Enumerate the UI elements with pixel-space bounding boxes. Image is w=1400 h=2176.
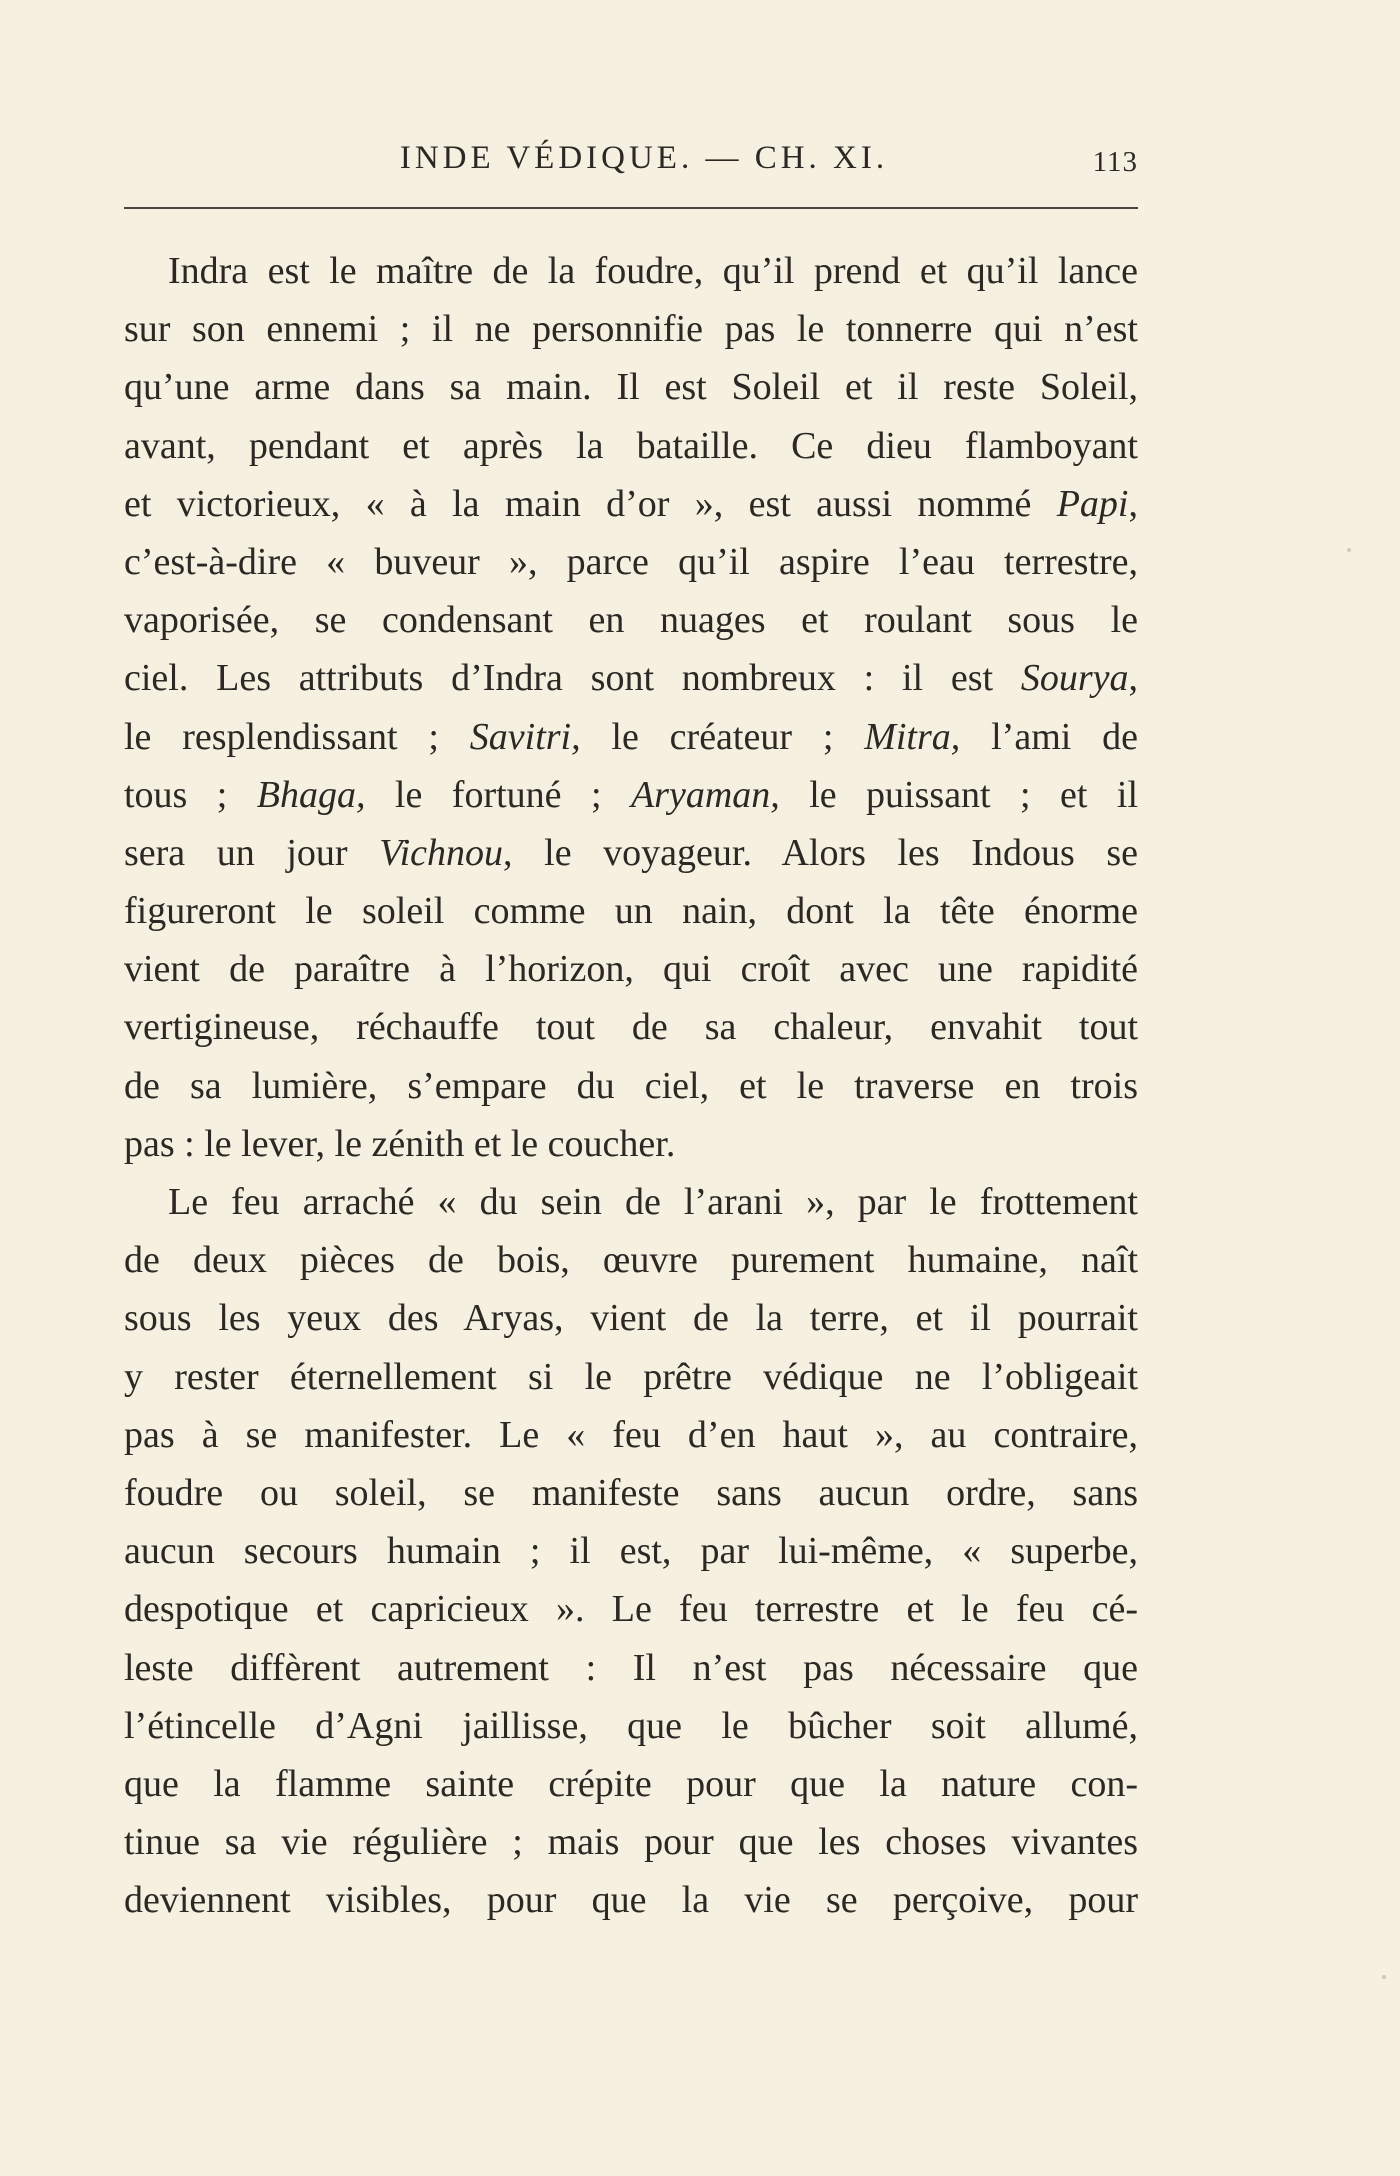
text-line: qu’une arme dans sa main. Il est Soleil et il reste Soleil, [124,366,1138,409]
body-text [124,242,1138,1929]
text-line: vient de paraître à l’horizon, qui croît avec une rapidité [124,948,1138,991]
text-line: tinue sa vie régulière ; mais pour que les choses vivantes [124,1821,1138,1864]
text-line: que la flamme sainte crépite pour que la nature con- [124,1762,1138,1805]
text-line: Indra est le maître de la foudre, qu’il prend et qu’il lance [168,250,1138,292]
text-line: c’est-à-dire « buveur », parce qu’il aspire l’eau terrestre, [124,540,1138,583]
text-line: le resplendissant ; Savitri, le créateur ; Mitra, l’ami de [124,715,1138,758]
text-line: figureront le soleil comme un nain, dont la tête énorme [124,890,1138,933]
italic-name: Mitra, [864,715,961,758]
page-number: 113 [1092,146,1138,178]
text-line: pas à se manifester. Le « feu d’en haut », au contraire, [124,1413,1138,1456]
text-line: foudre ou soleil, se manifeste sans aucun ordre, sans [124,1471,1138,1514]
text-line: vertigineuse, réchauffe tout de sa chaleur, envahit tout [124,1006,1138,1049]
running-head [124,140,1138,184]
text-line: deviennent visibles, pour que la vie se perçoive, pour [124,1879,1138,1922]
text-line: despotique et capricieux ». Le feu terrestre et le feu cé- [124,1588,1138,1631]
text-line: tous ; Bhaga, le fortuné ; Aryaman, le puissant ; et il [124,773,1138,816]
italic-name: Sourya [1020,657,1129,700]
text-line: de sa lumière, s’empare du ciel, et le traverse en trois [124,1064,1138,1107]
text-line: leste diffèrent autrement : Il n’est pas nécessaire que [124,1646,1138,1689]
paper-speck [1382,1975,1386,1979]
text-line: sera un jour Vichnou, le voyageur. Alors les Indous se [124,831,1138,874]
italic-name: Papi [1056,482,1129,525]
text-line: sur son ennemi ; il ne personnifie pas le tonnerre qui n’est [124,308,1138,351]
text-line: sous les yeux des Aryas, vient de la terre, et il pourrait [124,1297,1138,1340]
text-line: aucun secours humain ; il est, par lui-même, « superbe, [124,1530,1138,1573]
header-rule [124,207,1138,209]
italic-name: Aryaman, [630,773,780,816]
italic-name: Savitri, [469,715,581,758]
text-line: l’étincelle d’Agni jaillisse, que le bûcher soit allumé, [124,1704,1138,1747]
text-line: vaporisée, se condensant en nuages et roulant sous le [124,599,1138,642]
text-line: pas : le lever, le zénith et le coucher. [124,1122,676,1165]
text-line: y rester éternellement si le prêtre védique ne l’obligeait [124,1355,1138,1398]
text-line: de deux pièces de bois, œuvre purement humaine, naît [124,1239,1138,1282]
text-line: ciel. Les attributs d’Indra sont nombreux : il est Sourya, [124,657,1138,700]
text-line: avant, pendant et après la bataille. Ce dieu flamboyant [124,424,1138,467]
paper-speck [1347,548,1351,552]
text-line: Le feu arraché « du sein de l’arani », par le frottement [168,1181,1138,1223]
italic-name: Bhaga, [256,773,366,816]
running-title: INDE VÉDIQUE. — CH. XI. [399,140,889,176]
text-line: et victorieux, « à la main d’or », est aussi nommé Papi, [124,482,1138,525]
italic-name: Vichnou [379,831,504,874]
